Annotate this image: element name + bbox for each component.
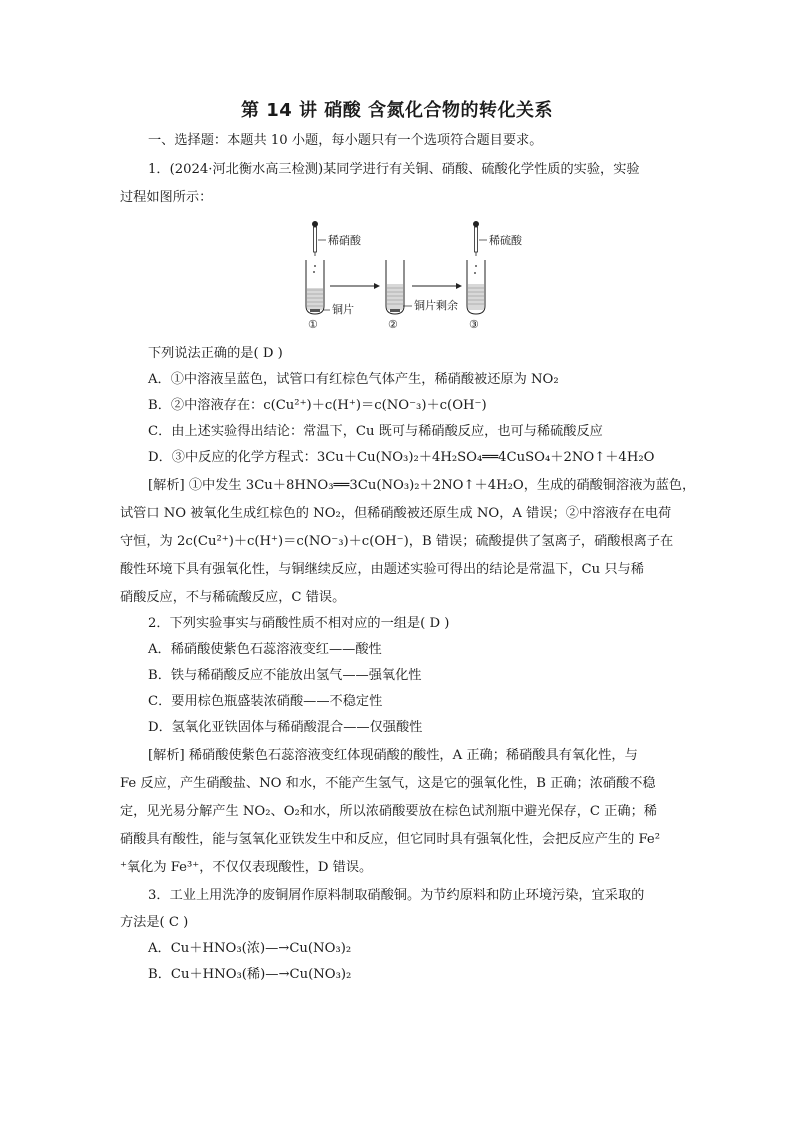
analysis-1-line-4: 酸性环境下具有强氧化性，与铜继续反应，由题述实验可得出的结论是常温下，Cu 只与稀 — [120, 562, 644, 577]
option-2c: C．要用棕色瓶盛装浓硝酸——不稳定性 — [148, 694, 383, 709]
dropper-2 — [473, 221, 479, 256]
analysis-1-line-2: 试管口 NO 被氧化生成红棕色的 NO₂，但稀硝酸被还原生成 NO，A 错误；②中溶液存在电荷 — [120, 506, 672, 521]
experiment-diagram — [290, 218, 550, 333]
question-3-stem: 3．工业上用洗净的废铜屑作原料制取硝酸铜。为节约原料和防止环境污染，宜采取的 — [148, 888, 645, 903]
option-1b: B．②中溶液存在：c(Cu²⁺)＋c(H⁺)＝c(NO⁻₃)＋c(OH⁻) — [148, 398, 487, 413]
analysis-1-line-1: [解析] ①中发生 3Cu＋8HNO₃══3Cu(NO₃)₂＋2NO↑＋4H₂O，生成的硝酸铜溶液为蓝色， — [148, 478, 696, 493]
section-heading: 一、选择题：本题共 10 小题，每小题只有一个选项符合题目要求。 — [148, 133, 543, 148]
tube-label-2: ② — [388, 318, 398, 331]
question-1-stem: 1．(2024·河北衡水高三检测)某同学进行有关铜、硝酸、硫酸化学性质的实验，实验 — [148, 162, 640, 177]
analysis-2-line-5: ⁺氧化为 Fe³⁺，不仅仅表现酸性，D 错误。 — [120, 860, 373, 875]
option-2b: B．铁与稀硝酸反应不能放出氢气——强氧化性 — [148, 668, 422, 683]
question-3-stem-cont: 方法是( C ) — [120, 915, 189, 930]
label-copper: 铜片 — [332, 303, 354, 316]
option-2a: A．稀硝酸使紫色石蕊溶液变红——酸性 — [148, 642, 382, 657]
option-3b: B．Cu＋HNO₃(稀)—→Cu(NO₃)₂ — [148, 967, 352, 982]
analysis-2-line-3: 定，见光易分解产生 NO₂、O₂和水，所以浓硝酸要放在棕色试剂瓶中避光保存，C 正确；稀 — [120, 804, 657, 819]
label-copper-left: 铜片剩余 — [414, 299, 458, 312]
question-1-prompt: 下列说法正确的是( D ) — [148, 346, 283, 361]
test-tube-3 — [467, 260, 485, 314]
question-2-stem: 2．下列实验事实与硝酸性质不相对应的一组是( D ) — [148, 616, 450, 631]
question-1-stem-cont: 过程如图所示： — [120, 190, 213, 205]
option-2d: D．氢氧化亚铁固体与稀硝酸混合——仅强酸性 — [148, 720, 423, 735]
test-tube-1 — [306, 260, 324, 314]
dropper-1 — [312, 221, 318, 256]
tube-label-1: ① — [308, 318, 318, 331]
option-1a: A．①中溶液呈蓝色，试管口有红棕色气体产生，稀硝酸被还原为 NO₂ — [148, 372, 559, 387]
option-1d: D．③中反应的化学方程式：3Cu＋Cu(NO₃)₂＋4H₂SO₄══4CuSO₄＋2NO↑＋4H₂O — [148, 450, 655, 465]
label-dilute-sulfuric: 稀硫酸 — [489, 234, 522, 247]
analysis-2-line-1: [解析] 稀硝酸使紫色石蕊溶液变红体现硝酸的酸性，A 正确；稀硝酸具有氧化性，与 — [148, 748, 638, 763]
test-tube-2 — [386, 260, 404, 314]
option-1c: C．由上述实验得出结论：常温下，Cu 既可与稀硝酸反应，也可与稀硫酸反应 — [148, 424, 603, 439]
option-3a: A．Cu＋HNO₃(浓)—→Cu(NO₃)₂ — [148, 941, 352, 956]
analysis-2-line-4: 硝酸具有酸性，能与氢氧化亚铁发生中和反应，但它同时具有强氧化性，会把反应产生的 Fe² — [120, 832, 661, 847]
tube-label-3: ③ — [469, 318, 479, 331]
analysis-2-line-2: Fe 反应，产生硝酸盐、NO 和水，不能产生氢气，这是它的强氧化性，B 正确；浓硝酸不稳 — [120, 776, 656, 791]
label-dilute-nitric: 稀硝酸 — [328, 234, 361, 247]
analysis-1-line-3: 守恒，为 2c(Cu²⁺)＋c(H⁺)＝c(NO⁻₃)＋c(OH⁻)，B 错误；硫酸提供了氢离子，硝酸根离子在 — [120, 534, 674, 549]
analysis-1-line-5: 硝酸反应，不与稀硫酸反应，C 错误。 — [120, 590, 346, 605]
page-title: 第 14 讲 硝酸 含氮化合物的转化关系 — [240, 100, 554, 121]
